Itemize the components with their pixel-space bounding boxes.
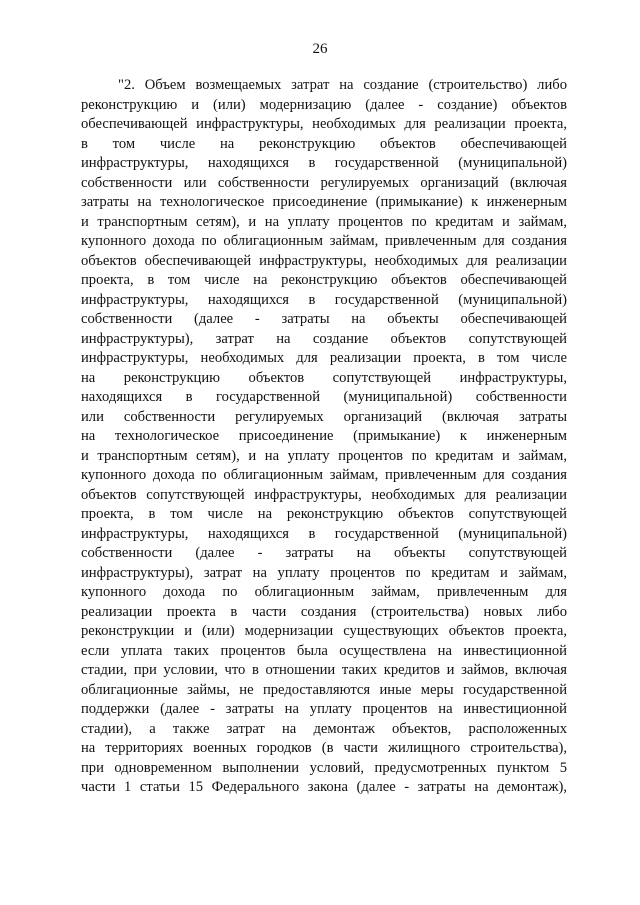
text-line: стадии), а также затрат на демонтаж объектов, расположенных	[81, 720, 567, 737]
text-line: при одновременном выполнении условий, предусмотренных пунктом 5	[81, 759, 567, 776]
text-line: и транспортным сетям), и на уплату процентов по кредитам и займам,	[81, 447, 567, 464]
text-line: объектов сопутствующей инфраструктуры, необходимых для реализации	[81, 486, 567, 503]
text-line: инфраструктуры, необходимых для реализации проекта, в том числе	[81, 350, 567, 366]
text-line: части 1 статьи 15 Федерального закона (далее - затраты на демонтаж),	[81, 779, 567, 795]
text-line: купонного дохода по облигационным займам, привлеченным для создания	[81, 467, 567, 483]
text-line: инфраструктуры), затрат на уплату процентов по кредитам и займам,	[81, 564, 567, 581]
text-line: проекта, в том числе на реконструкцию объектов сопутствующей	[81, 506, 567, 522]
text-line: реконструкции и (или) модернизации существующих объектов проекта,	[81, 623, 567, 639]
text-line: собственности или собственности регулируемых организаций (включая	[81, 174, 567, 191]
text-line: находящихся в государственной (муниципальной) собственности	[81, 389, 567, 405]
text-line: и транспортным сетям), и на уплату процентов по кредитам и займам,	[81, 213, 567, 230]
text-line: если уплата таких процентов была осуществлена на инвестиционной	[81, 642, 567, 659]
text-line: на территориях военных городков (в части жилищного строительства),	[81, 740, 567, 756]
text-line: реализации проекта в части создания (строительства) новых либо	[81, 603, 567, 620]
text-line: в том числе на реконструкцию объектов обеспечивающей	[81, 135, 567, 152]
text-line: затраты на технологическое присоединение (примыкание) к инженерным	[81, 194, 567, 210]
text-line: купонного дохода по облигационным займам, привлеченным для	[81, 584, 567, 600]
text-line: инфраструктуры, находящихся в государственной (муниципальной)	[81, 155, 567, 171]
text-line: стадии, при условии, что в отношении таких кредитов и займов, включая	[81, 662, 567, 678]
text-line: купонного дохода по облигационным займам, привлеченным для создания	[81, 233, 567, 249]
text-line: "2. Объем возмещаемых затрат на создание (строительство) либо	[118, 77, 567, 93]
text-line: проекта, в том числе на реконструкцию объектов обеспечивающей	[81, 272, 567, 288]
text-line: облигационные займы, не предоставляются иные меры государственной	[81, 681, 567, 698]
text-line: объектов обеспечивающей инфраструктуры, необходимых для реализации	[81, 252, 567, 269]
page-number: 26	[312, 41, 328, 57]
text-line: или собственности регулируемых организаций (включая затраты	[81, 408, 567, 425]
text-line: собственности (далее - затраты на объекты сопутствующей	[81, 545, 567, 561]
text-line: на технологическое присоединение (примыкание) к инженерным	[81, 428, 567, 444]
text-line: реконструкцию и (или) модернизацию (далее - создание) объектов	[81, 96, 567, 113]
text-line: инфраструктуры, находящихся в государственной (муниципальной)	[81, 291, 567, 308]
document-body	[81, 76, 567, 798]
text-line: на реконструкцию объектов сопутствующей инфраструктуры,	[81, 369, 567, 386]
text-line: собственности (далее - затраты на объекты обеспечивающей	[81, 311, 567, 327]
text-line: поддержки (далее - затраты на уплату процентов на инвестиционной	[81, 701, 567, 717]
text-line: обеспечивающей инфраструктуры, необходимых для реализации проекта,	[81, 116, 567, 132]
text-line: инфраструктуры, находящихся в государственной (муниципальной)	[81, 525, 567, 542]
text-line: инфраструктуры), затрат на создание объектов сопутствующей	[81, 330, 567, 347]
